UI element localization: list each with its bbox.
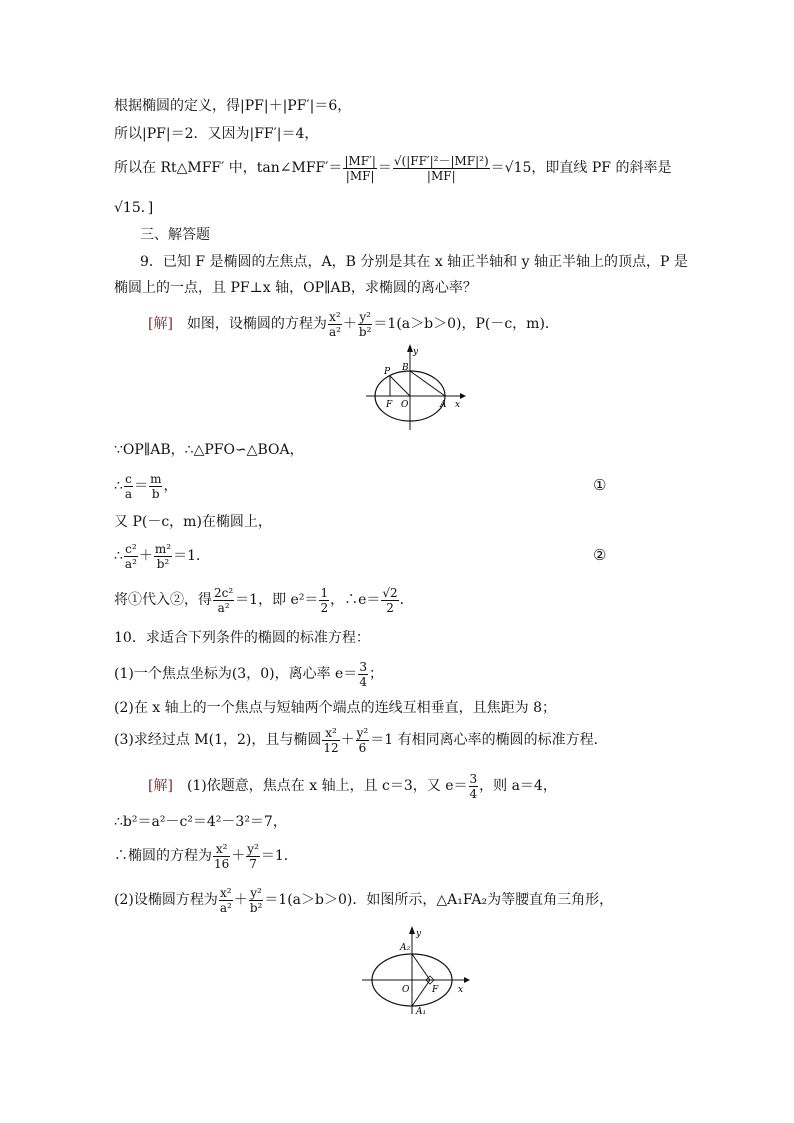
fraction: $\frac{|MF'|}{|MF|}$ (344, 153, 376, 183)
text-line: 所以在 Rt△MFF′ 中，tan∠MFF′＝ $\frac{|MF'|}{|MF|}$ ＝ $\frac{\text{√(|FF′|²－|MF|²)}}{|MF|}$ ＝√15，即直线 PF 的斜率是 (114, 153, 672, 183)
text-line: √15．] (114, 200, 154, 216)
condition-1: (1)一个焦点坐标为(3，0)，离心率 e＝ $\frac{3}{4}$ ； (114, 659, 383, 689)
step-line: ∴ $\frac{c}{a}$ ＝ $\frac{m}{b}$ ， (114, 471, 178, 501)
label-F: F (386, 400, 393, 410)
label-A2: A₂ (400, 943, 411, 953)
ellipse-figure-2 (360, 926, 470, 1016)
solution-10-2: (2)设椭圆方程为 $\frac{\text{x²}}{\text{a²}}$ ＋ $\frac{\text{y²}}{\text{b²}}$ ＝1(a＞b＞0)．如图所示，△A₁FA₂为等腰直角三角形， (114, 885, 614, 915)
label-x: x (458, 985, 464, 995)
step-line: 又 P(－c，m)在椭圆上， (114, 514, 272, 530)
label-B: B (402, 363, 409, 373)
label-F: F (432, 985, 439, 995)
label-P: P (384, 367, 391, 377)
ellipse-figure-1 (366, 344, 466, 432)
section-heading: 三、解答题 (140, 227, 210, 243)
text-line: 根据椭圆的定义，得|PF|＋|PF′|＝6， (114, 98, 352, 114)
label-A: A (440, 400, 447, 410)
step-line: ∴椭圆的方程为 $\frac{\text{x²}}{16}$ ＋ $\frac{\text{y²}}{7}$ ＝1． (114, 841, 298, 871)
condition-2: (2)在 x 轴上的一个焦点与短轴两个端点的连线互相垂直，且焦距为 8； (114, 700, 556, 716)
fraction: $\frac{\text{√(|FF′|²－|MF|²)}}{|MF|}$ (393, 153, 489, 183)
solution-10-1: [解] (1)依题意，焦点在 x 轴上，且 c＝3，又 e＝ $\frac{3}{4}$ ，则 a＝4， (148, 771, 557, 801)
step-line: ∵OP∥AB，∴△PFO∽△BOA， (114, 442, 304, 458)
label-A1: A₁ (416, 1007, 427, 1016)
step-line: 将①代入②，得 $\frac{\text{2c²}}{\text{a²}}$ ＝1，即 e²＝ $\frac{1}{2}$ ，∴e＝ $\frac{√2}{2}$ ． (114, 585, 414, 615)
condition-3: (3)求经过点 M(1，2)，且与椭圆 $\frac{\text{x²}}{12}$ ＋ $\frac{\text{y²}}{6}$ ＝1 有相同离心率的椭圆的标准方程． (114, 725, 608, 755)
label-O: O (402, 985, 410, 995)
label-y: y (416, 929, 422, 939)
question-9-cont: 椭圆上的一点，且 PF⊥x 轴，OP∥AB，求椭圆的离心率？ (114, 280, 477, 296)
label-x: x (455, 400, 461, 410)
equation-marker-2: ② (593, 546, 607, 564)
text-line: 所以|PF|＝2．又因为|FF′|＝4， (114, 126, 319, 142)
step-line: ∴ $\frac{\text{c²}}{\text{a²}}$ ＋ $\frac{\text{m²}}{\text{b²}}$ ＝1． (114, 541, 211, 571)
label-O: O (401, 400, 409, 410)
solution-intro: [解] 如图，设椭圆的方程为 $\frac{\text{x²}}{\text{a²}}$ ＋ $\frac{\text{y²}}{\text{b²}}$ ＝1(a＞b＞0)，P(－c，m)． (148, 309, 559, 339)
question-9: 9．已知 F 是椭圆的左焦点，A，B 分别是其在 x 轴正半轴和 y 轴正半轴上的顶点，P 是 (140, 254, 688, 270)
question-10: 10．求适合下列条件的椭圆的标准方程： (114, 630, 370, 646)
label-y: y (413, 347, 419, 357)
step-line: ∴b²＝a²－c²＝4²－3²＝7， (114, 814, 287, 830)
equation-marker-1: ① (593, 476, 607, 494)
